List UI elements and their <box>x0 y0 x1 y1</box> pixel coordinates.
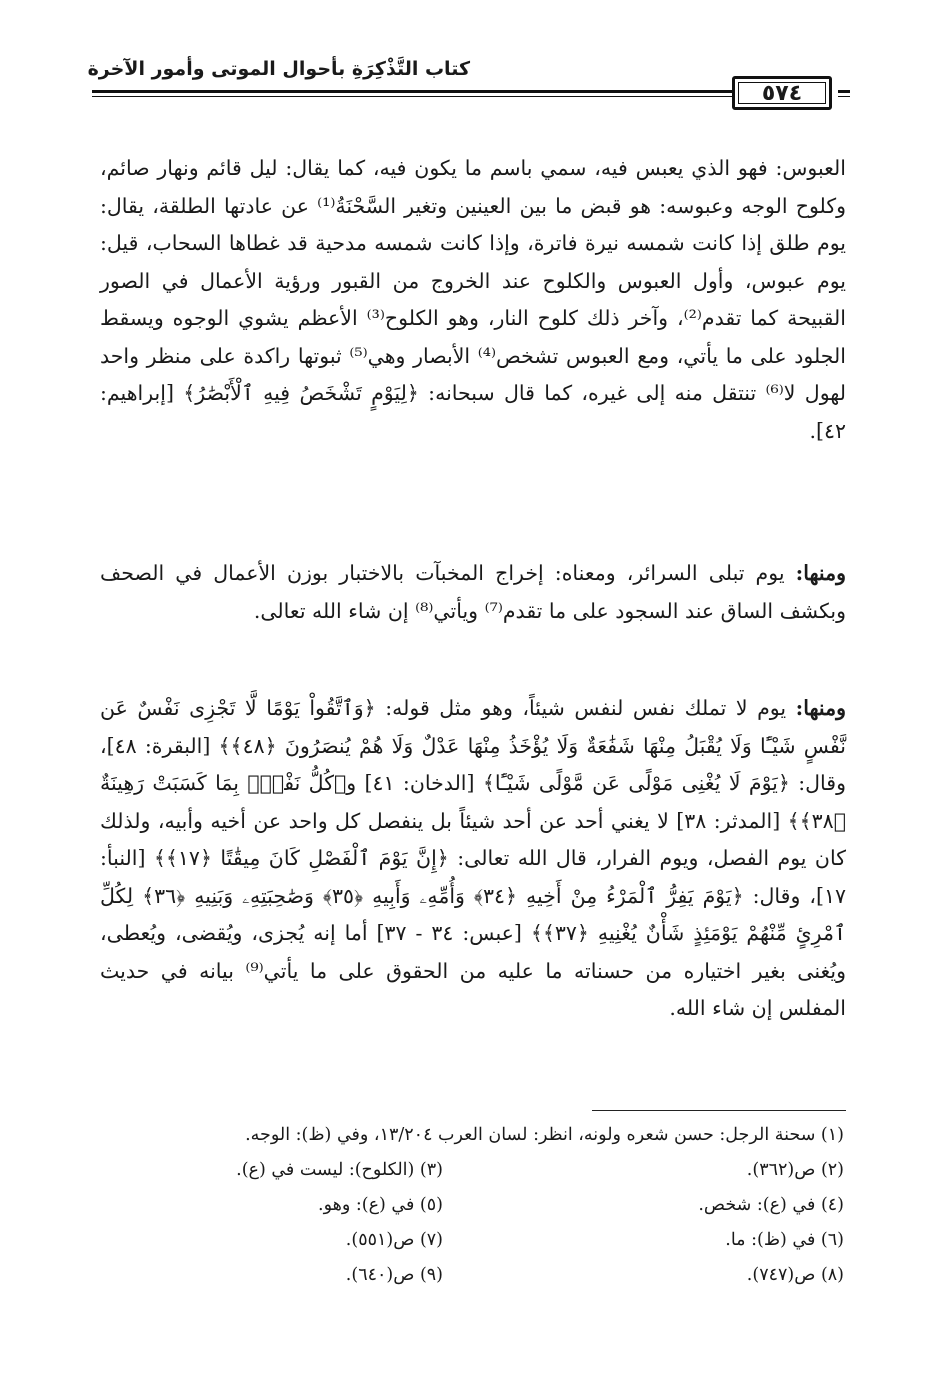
page-number: ٥٧٤ <box>732 76 832 110</box>
footnote-4: (٤) في (ع): شخص. <box>698 1195 844 1215</box>
footnote-3: (٣) (الكلوح): ليست في (ع). <box>236 1160 443 1180</box>
running-header-title: كتاب التَّذْكِرَةِ بأحوال الموتى وأمور الآخرة <box>87 58 470 80</box>
footnote-8: (٨) ص(٧٤٧). <box>746 1265 844 1285</box>
footnote-5: (٥) في (ع): وهو. <box>318 1195 443 1215</box>
paragraph-2-text: يوم تبلى السرائر، ومعناه: إخراج المخبآت بالاختبار بوزن الأعمال في الصحف وبكشف الساق عند السجود على ما تقدم⁽⁷⁾ ويأتي⁽⁸⁾ إن شاء الله تعالى. <box>100 561 846 623</box>
footnote-7: (٧) ص(٥٥١). <box>345 1230 443 1250</box>
paragraph-1-text: العبوس: فهو الذي يعبس فيه، سمي باسم ما يكون فيه، كما يقال: ليل قائم ونهار صائم، وكلوح الوجه وعبوسه: هو قبض ما بين العينين وتغير السَّحْنَةُ⁽¹⁾ عن عادتها الطلقة، يقال: يوم طلق إذا كانت شمسه نيرة فاترة، وإذا كانت شمسه مدحية قد غطاها السحاب، قيل: يوم عبوس، وأول العبوس والكلوح عند الخروج من القبور ورؤية الأعمال في الصور القبيحة كما تقدم⁽²⁾، وآخر ذلك كلوح النار، وهو الكلوح⁽³⁾ الأعظم يشوي الوجوه ويسقط الجلود على ما يأتي، ومع العبوس تشخص⁽⁴⁾ الأبصار وهي⁽⁵⁾ ثبوتها راكدة على منظر واحد لهول لا⁽⁶⁾ تنتقل منه إلى غيره، كما قال سبحانه: ﴿لِيَوْمٍ تَشْخَصُ فِيهِ ٱلْأَبْصَٰرُ﴾ [إبراهيم: ٤٢]. <box>100 156 847 443</box>
footnote-6: (٦) في (ظ): ما. <box>725 1230 844 1250</box>
paragraph-1 <box>100 150 846 450</box>
footnote-separator <box>592 1110 846 1111</box>
footnote-2: (٢) ص(٣٦٢). <box>746 1160 844 1180</box>
paragraph-3-lead: ومنها: <box>795 696 846 720</box>
footnote-9: (٩) ص(٦٤٠). <box>345 1265 443 1285</box>
header-rule-end-thin <box>838 96 850 97</box>
paragraph-2-lead: ومنها: <box>795 561 846 585</box>
header-rule-end <box>838 90 850 93</box>
paragraph-3-text: يوم لا تملك نفس لنفس شيئاً، وهو مثل قوله: ﴿وَٱتَّقُواْ يَوْمًا لَّا تَجْزِى نَفْسٌ عَن نَّفْسٍ شَيْـًٔا وَلَا يُقْبَلُ مِنْهَا شَفَٰعَةٌ وَلَا يُؤْخَذُ مِنْهَا عَدْلٌ وَلَا هُمْ يُنصَرُونَ ﴿٤٨﴾﴾ [البقرة: ٤٨]، وقال: ﴿يَوْمَ لَا يُغْنِى مَوْلًى عَن مَّوْلًى شَيْـًٔا﴾ [الدخان: ٤١] و﴿كُلُّ نَفْسٍۭ بِمَا كَسَبَتْ رَهِينَةٌ ﴿٣٨﴾﴾ [المدثر: ٣٨] لا يغني أحد عن أحد شيئاً بل ينفصل كل واحد عن أخيه وأبيه، ولذلك كان يوم الفصل، ويوم الفرار، قال الله تعالى: ﴿إِنَّ يَوْمَ ٱلْفَصْلِ كَانَ مِيقَٰتًا ﴿١٧﴾﴾ [النبأ: ١٧]، وقال: ﴿يَوْمَ يَفِرُّ ٱلْمَرْءُ مِنْ أَخِيهِ ﴿٣٤﴾ وَأُمِّهِۦ وَأَبِيهِ ﴿٣٥﴾ وَصَٰحِبَتِهِۦ وَبَنِيهِ ﴿٣٦﴾ لِكُلِّ ٱمْرِئٍ مِّنْهُمْ يَوْمَئِذٍ شَأْنٌ يُغْنِيهِ ﴿٣٧﴾﴾ [عبس: ٣٤ - ٣٧] أما إنه يُجزى، ويُقضى، ويُعطى، ويُغنى بغير اختياره من حسناته ما عليه من الحقوق على ما يأتي⁽⁹⁾ بيانه في حديث المفلس إن شاء الله. <box>100 696 847 1020</box>
footnote-1: (١) سحنة الرجل: حسن شعره ولونه، انظر: لسان العرب ١٣/٢٠٤، وفي (ظ): الوجه. <box>245 1125 844 1145</box>
header-rule <box>92 90 732 93</box>
paragraph-3 <box>100 690 846 1028</box>
header-rule-thin <box>92 96 732 97</box>
paragraph-2 <box>100 555 846 630</box>
